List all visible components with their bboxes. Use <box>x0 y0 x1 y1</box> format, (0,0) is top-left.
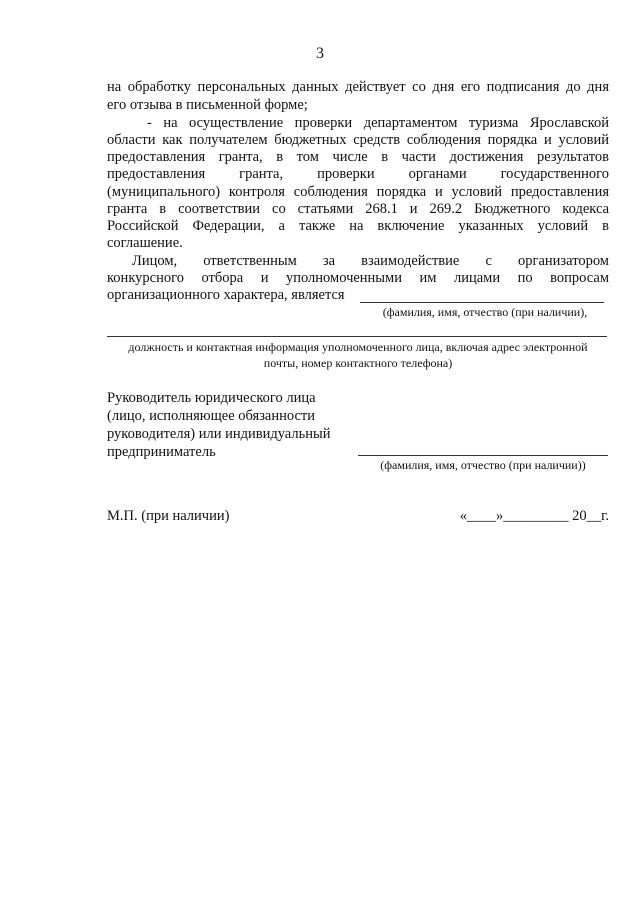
signer-line: предприниматель <box>107 444 216 460</box>
text-line: предоставления гранта, в том числе в части достижения результатов <box>107 149 609 165</box>
text-line: Российской Федерации, а также на включение указанных условий в <box>107 218 609 234</box>
text-line: его отзыва в письменной форме; <box>107 97 308 113</box>
text-line: предоставления гранта, проверки органами государственного <box>107 166 609 182</box>
text-line: соглашение. <box>107 235 183 251</box>
signer-line: руководителя) или индивидуальный <box>107 426 331 442</box>
text-line: организационного характера, является <box>107 287 345 303</box>
caption-position-line2: почты, номер контактного телефона) <box>263 356 453 370</box>
text-line: конкурсного отбора и уполномоченными им лицами по вопросам <box>107 270 609 286</box>
fill-in-line-position <box>107 336 607 337</box>
signer-line: Руководитель юридического лица <box>107 390 316 406</box>
text-line: - на осуществление проверки департаментом туризма Ярославской <box>147 115 609 131</box>
text-line: области как получателем бюджетных средств соблюдения порядка и условий <box>107 132 609 148</box>
date-field: «____»_________ 20__г. <box>459 508 609 524</box>
text-line: на обработку персональных данных действует со дня его подписания до дня <box>107 79 609 95</box>
caption-fio-head: (фамилия, имя, отчество (при наличии)) <box>380 458 586 472</box>
fill-in-line-head <box>358 455 608 456</box>
caption-position-line1: должность и контактная информация уполномоченного лица, включая адрес электронной <box>128 340 588 354</box>
signer-line: (лицо, исполняющее обязанности <box>107 408 316 424</box>
text-line: Лицом, ответственным за взаимодействие с организатором <box>132 253 609 269</box>
caption-fio-responsible: (фамилия, имя, отчество (при наличии), <box>382 305 588 319</box>
text-line: гранта в соответствии со статьями 268.1 и 269.2 Бюджетного кодекса <box>107 201 609 217</box>
text-line: (муниципального) контроля соблюдения порядка и условий предоставления <box>107 184 609 200</box>
fill-in-line-responsible <box>360 302 604 303</box>
page-number: 3 <box>316 45 324 62</box>
stamp-note: М.П. (при наличии) <box>107 508 230 524</box>
